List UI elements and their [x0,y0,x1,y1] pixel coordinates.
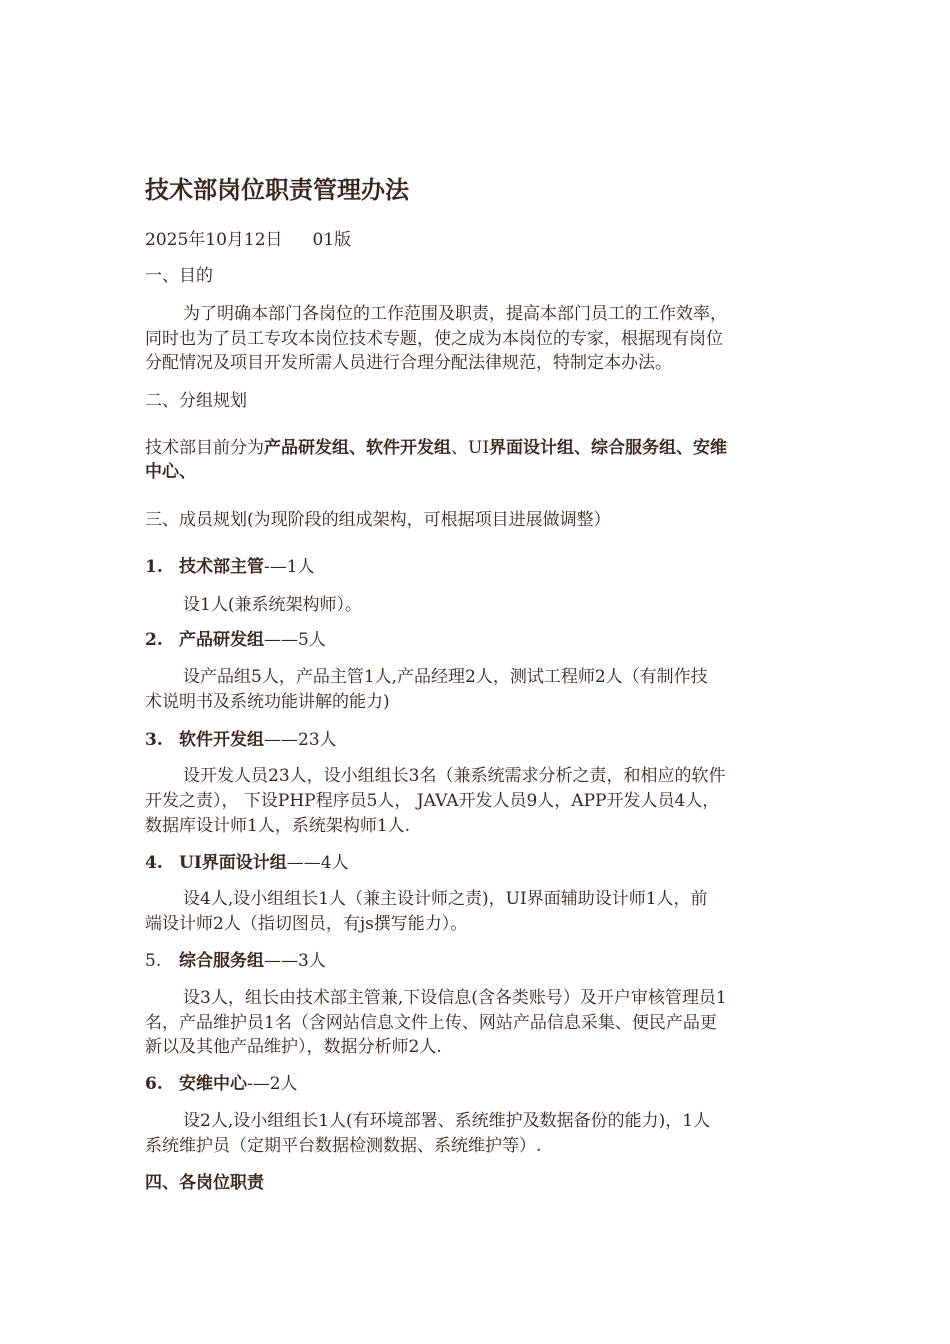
group-number: 4. [145,853,163,873]
group-desc-line: 设开发人员23人，设小组组长3名（兼系统需求分析之责，和相应的软件 [183,766,726,786]
group-desc-line: 端设计师2人（指切图员，有js撰写能力）。 [145,914,468,934]
group-desc-line: 设1人(兼系统架构师）。 [183,595,362,615]
group-desc-line: 开发之责）， 下设PHP程序员5人， JAVA开发人员9人，APP开发人员4人， [145,791,720,811]
group-name: 产品研发组 [179,630,264,650]
group-count: -—1人 [264,557,315,577]
group-heading [145,628,326,652]
group-heading [145,949,326,973]
group-desc-line: 设4人,设小组组长1人（兼主设计师之责)，UI界面辅助设计师1人，前 [183,889,708,909]
document-date: 2025年10月12日 [145,230,283,250]
group-number: 3. [145,730,163,750]
section-2-mid: 、UI [451,438,490,458]
section-2-groups-bold: 产品研发组、软件开发组 [264,438,451,458]
group-count: ——4人 [286,853,349,873]
group-number: 5. [145,951,162,971]
group-desc-line: 设产品组5人，产品主管1人,产品经理2人，测试工程师2人（有制作技 [183,667,708,687]
section-1-heading: 一、目的 [145,266,213,286]
group-desc-line: 新以及其他产品维护），数据分析师2人. [145,1037,442,1057]
group-name: UI界面设计组 [179,853,287,873]
group-heading [145,555,315,579]
group-desc-line: 数据库设计师1人，系统架构师1人. [145,816,411,836]
group-desc-line: 名，产品维护员1名（含网站信息文件上传、网站产品信息采集、便民产品更 [145,1013,717,1033]
section-1-para-line: 为了明确本部门各岗位的工作范围及职责，提高本部门员工的工作效率， [183,304,727,324]
group-heading [145,851,349,875]
group-heading [145,728,337,752]
group-count: -—2人 [247,1074,298,1094]
section-2-lead: 技术部目前分为 [145,438,264,458]
document-meta [145,228,351,252]
group-count: ——5人 [264,630,326,650]
group-name: 技术部主管 [179,557,264,577]
group-desc-line: 系统维护员（定期平台数据检测数据、系统维护等）. [145,1136,542,1156]
group-heading [145,1072,298,1096]
section-2-line-2: 中心、 [145,462,196,482]
section-1-para-line: 同时也为了员工专攻本岗位技术专题，使之成为本岗位的专家，根据现有岗位 [145,329,723,349]
group-number: 6. [145,1074,163,1094]
group-count: ——23人 [264,730,337,750]
group-number: 2. [145,630,163,650]
section-2-groups-bold: 界面设计组、综合服务组、安维 [489,438,728,458]
section-2-heading: 二、分组规划 [145,391,247,411]
document-version: 01版 [312,230,352,250]
section-4-heading: 四、各岗位职责 [145,1173,264,1193]
group-desc-line: 术说明书及系统功能讲解的能力) [145,692,390,712]
group-desc-line: 设2人,设小组组长1人(有环境部署、系统维护及数据备份的能力)，1人 [183,1111,711,1131]
group-name: 综合服务组 [179,951,264,971]
group-name: 软件开发组 [179,730,264,750]
section-3-heading: 三、成员规划(为现阶段的组成架构，可根据项目进展做调整） [145,510,611,530]
group-name: 安维中心 [179,1074,247,1094]
group-desc-line: 设3人，组长由技术部主管兼,下设信息(含各类账号）及开户审核管理员1 [183,988,727,1008]
section-2-line [145,436,727,460]
group-count: ——3人 [264,951,326,971]
document-title: 技术部岗位职责管理办法 [145,175,409,204]
group-number: 1. [145,557,163,577]
section-1-para-line: 分配情况及项目开发所需人员进行合理分配法律规范，特制定本办法。 [145,353,672,373]
